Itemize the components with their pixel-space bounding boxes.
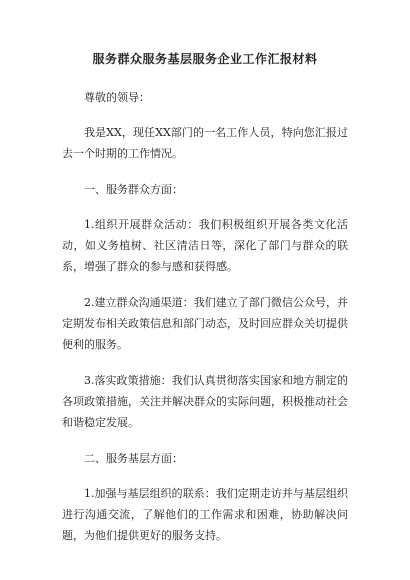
- document-title: 服务群众服务基层服务企业工作汇报材料: [92, 52, 318, 66]
- section-heading-serve-grassroots: 二、服务基层方面：: [84, 452, 183, 465]
- salutation: 尊敬的领导：: [84, 91, 150, 104]
- paragraph-grassroots-contact: 1.加强与基层组织的联系：我们定期走访并与基层组织进行沟通交流，了解他们的工作需求和困难，协助解决问题，为他们提供更好的服务支持。: [62, 487, 348, 542]
- paragraph-policy-measures: 3.落实政策措施：我们认真贯彻落实国家和地方制定的各项政策措施，关注并解决群众的实际问题，积极推动社会和谐稳定发展。: [62, 374, 348, 429]
- paragraph-public-channels: 2.建立群众沟通渠道：我们建立了部门微信公众号，并定期发布相关政策信息和部门动态，及时回应群众关切提供便利的服务。: [62, 296, 348, 351]
- section-heading-serve-public: 一、服务群众方面：: [84, 183, 183, 196]
- intro-paragraph: 我是XX，现任XX部门的一名工作人员，特向您汇报过去一个时期的工作情况。: [62, 126, 348, 160]
- paragraph-public-activities: 1.组织开展群众活动：我们积极组织开展各类文化活动，如义务植树、社区清洁日等，深化了部门与群众的联系，增强了群众的参与感和获得感。: [62, 218, 348, 273]
